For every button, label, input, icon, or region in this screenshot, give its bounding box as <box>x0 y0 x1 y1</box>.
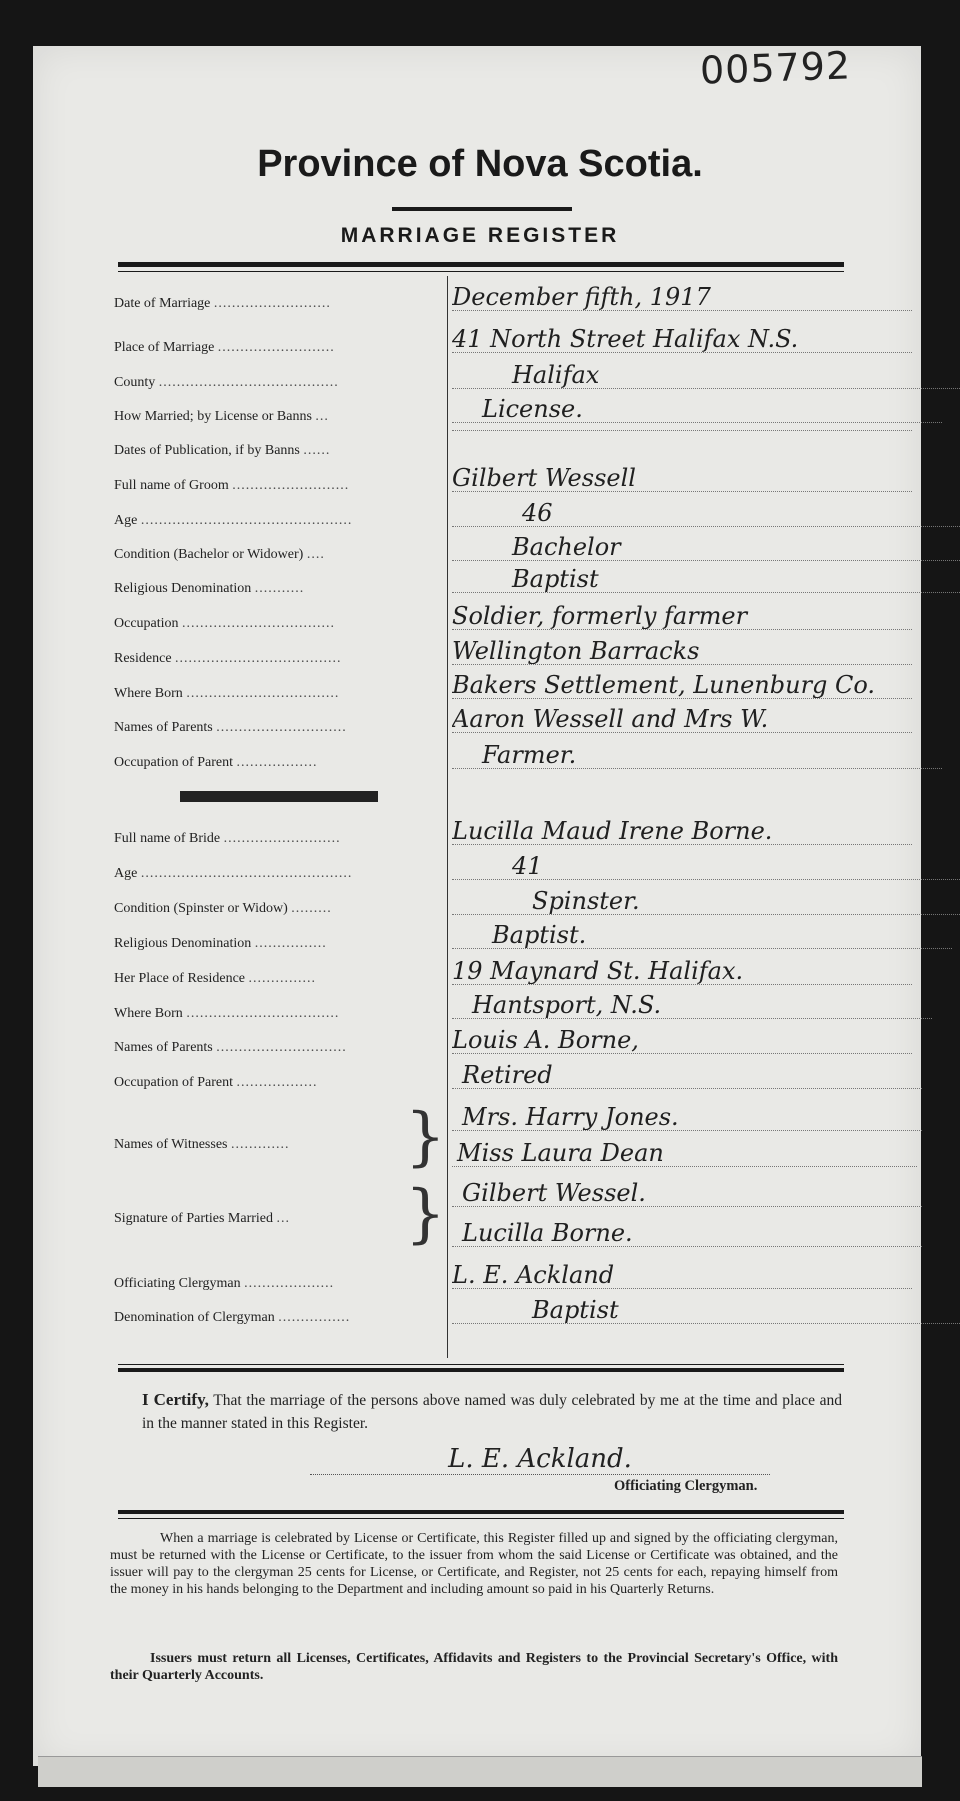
footnote-return: Issuers must return all Licenses, Certificates, Affidavits and Registers to the Provincial Secretary's Office, with their Quarterly Accounts. <box>110 1651 838 1683</box>
field-value: Gilbert Wessell <box>452 465 912 492</box>
field-label: Where Born .................................. <box>114 686 340 701</box>
field-value <box>452 430 912 431</box>
footer-rule-thin <box>118 1518 844 1519</box>
certifier-title: Officiating Clergyman. <box>614 1478 758 1494</box>
page-edge <box>38 1756 922 1787</box>
field-label: Full name of Groom .......................... <box>114 478 350 493</box>
field-value: December fifth, 1917 <box>452 284 912 311</box>
field-label: Date of Marriage .......................... <box>114 296 331 311</box>
field-value: Lucilla Maud Irene Borne. <box>452 818 912 845</box>
certifier-signature: L. E. Ackland. <box>310 1444 770 1475</box>
footnote-instructions: When a marriage is celebrated by License or Certificate, this Register filled up and signed by the officiating clergyman, must be returned with the License or Certificate, to the issuer from whom the said License or Certificate was obtained, and the issuer will pay to the clergyman 25 cents for License, or Certificate, and Register, not 25 cents for each, repaying himself from the money in his hands belonging to the Department and including amount so paid in his Quarterly Returns. <box>110 1531 838 1597</box>
field-label: Occupation .................................. <box>114 616 336 631</box>
field-value: Soldier, formerly farmer <box>452 603 912 630</box>
field-value: Retired <box>452 1062 922 1089</box>
field-label: Denomination of Clergyman ................ <box>114 1310 351 1325</box>
field-value: Baptist. <box>452 922 952 949</box>
field-label: Names of Parents ............................. <box>114 1040 347 1055</box>
field-value: Bachelor <box>452 534 960 561</box>
field-value: License. <box>452 396 942 423</box>
witness-1: Mrs. Harry Jones. <box>452 1104 922 1131</box>
field-label: Residence ..................................... <box>114 651 342 666</box>
groom-signature: Gilbert Wessel. <box>452 1180 922 1207</box>
field-value: Wellington Barracks <box>452 638 912 665</box>
brace: } <box>405 1100 446 1174</box>
field-value: Bakers Settlement, Lunenburg Co. <box>452 672 912 699</box>
field-label: Signature of Parties Married ... <box>114 1211 291 1226</box>
field-value: Hantsport, N.S. <box>452 992 932 1019</box>
field-value: Baptist <box>452 566 960 593</box>
field-label: How Married; by License or Banns ... <box>114 409 329 424</box>
field-label: Occupation of Parent .................. <box>114 1075 318 1090</box>
field-label: Age ............................................... <box>114 866 353 881</box>
field-label: Her Place of Residence ............... <box>114 971 316 986</box>
bride-signature: Lucilla Borne. <box>452 1220 922 1247</box>
certify-body: That the marriage of the persons above named was duly celebrated by me at the time and place and in the manner stated in this Register. <box>142 1392 843 1432</box>
field-label: Officiating Clergyman .................... <box>114 1276 335 1291</box>
field-value: Halifax <box>452 362 960 389</box>
field-label: Occupation of Parent .................. <box>114 755 318 770</box>
section-rule <box>118 1364 844 1365</box>
field-label: Names of Parents ............................. <box>114 720 347 735</box>
title-divider <box>392 207 572 211</box>
field-label: Condition (Spinster or Widow) ......... <box>114 901 332 916</box>
section-bar <box>180 791 378 802</box>
column-divider <box>447 276 448 1358</box>
certify-lead: I Certify, <box>142 1390 209 1409</box>
header-rule-thin <box>118 271 844 272</box>
field-label: County ........................................ <box>114 375 339 390</box>
field-value: Spinster. <box>452 888 960 915</box>
field-value: 46 <box>452 500 960 527</box>
field-label: Condition (Bachelor or Widower) .... <box>114 547 325 562</box>
clergy-denomination: Baptist <box>452 1297 960 1324</box>
field-label: Religious Denomination ........... <box>114 581 305 596</box>
field-label: Dates of Publication, if by Banns ...... <box>114 443 331 458</box>
field-value: 19 Maynard St. Halifax. <box>452 958 912 985</box>
field-label: Age ............................................... <box>114 513 353 528</box>
clergyman-name: L. E. Ackland <box>452 1262 912 1289</box>
page-subtitle: MARRIAGE REGISTER <box>340 224 620 247</box>
header-rule <box>118 262 844 267</box>
serial-number: 005792 <box>699 43 852 93</box>
field-value: Louis A. Borne, <box>452 1027 912 1054</box>
field-value: 41 <box>452 853 960 880</box>
footer-rule <box>118 1510 844 1514</box>
field-label: Religious Denomination ................ <box>114 936 327 951</box>
field-value: Aaron Wessell and Mrs W. <box>452 706 912 733</box>
field-label: Full name of Bride .......................... <box>114 831 341 846</box>
brace: } <box>405 1177 446 1251</box>
field-value: 41 North Street Halifax N.S. <box>452 326 912 353</box>
page-title: Province of Nova Scotia. <box>257 143 703 185</box>
field-value: Farmer. <box>452 742 942 769</box>
section-rule-thick <box>118 1368 844 1372</box>
field-label: Where Born .................................. <box>114 1006 340 1021</box>
certification-text <box>142 1388 842 1435</box>
field-label: Names of Witnesses ............. <box>114 1137 290 1152</box>
witness-2: Miss Laura Dean <box>452 1140 917 1167</box>
field-label: Place of Marriage .......................... <box>114 340 335 355</box>
